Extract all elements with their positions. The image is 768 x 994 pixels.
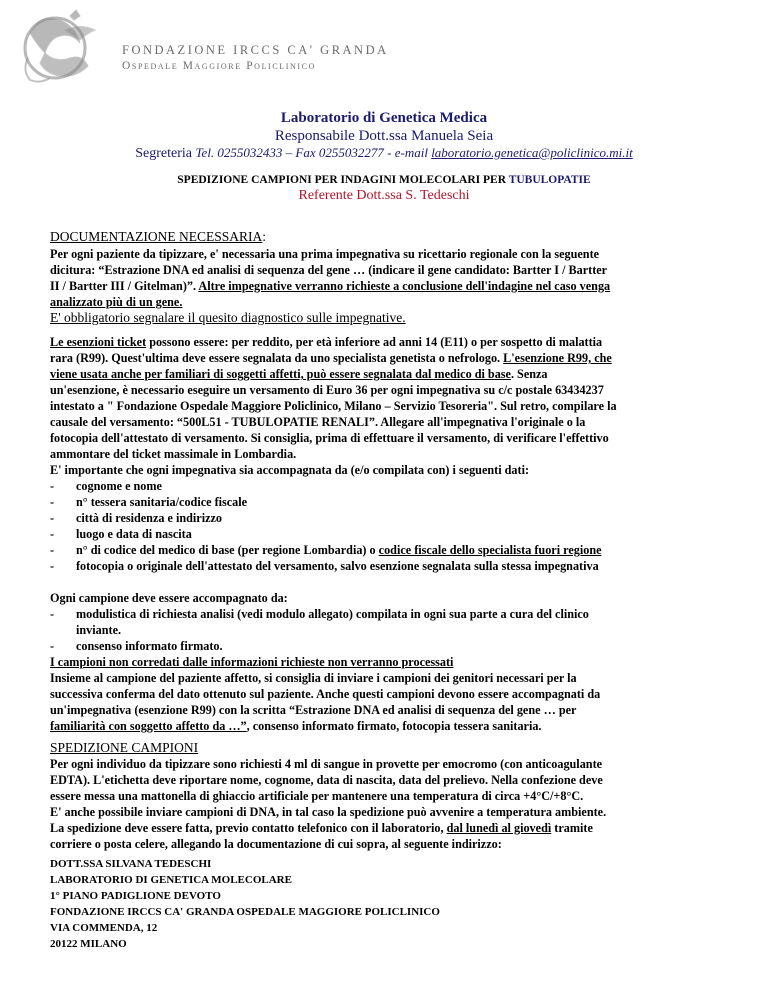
list-item: - n° di codice del medico di base (per regione Lombardia) o codice fiscale dello specialista fuori regione [50,543,602,557]
list-item: - fotocopia o originale dell'attestato del versamento, salvo esenzione segnalata sulla stessa impegnativa [50,559,599,573]
exemptions-line-2: rara (R99). Quest'ultima deve essere segnalata da uno specialista genetista o nefrologo. L'esenzione R99, che [50,351,612,365]
address-line: 1° PIANO PADIGLIONE DEVOTO [50,890,221,902]
lab-title: Laboratorio di Genetica Medica [280,110,488,126]
shipping-line-1: Per ogni individuo da tipizzare sono richiesti 4 ml di sangue in provette per emocromo (con anticoagulante [50,757,603,771]
documentation-heading: DOCUMENTAZIONE NECESSARIA: [50,229,267,244]
exemptions-line-7: fotocopia dell'attestato di versamento. Si consiglia, prima di effettuare il versamento, di verificare l'effettivo [50,431,609,445]
referent: Referente Dott.ssa S. Tedeschi [298,188,470,203]
address-line: LABORATORIO DI GENETICA MOLECOLARE [50,874,292,886]
foundation-logo-icon [10,8,110,88]
secretary-email-link[interactable]: laboratorio.genetica@policlinico.mi.it [431,145,633,160]
diagnostic-question-note: E' obbligatorio segnalare il quesito diagnostico sulle impegnative. [50,310,406,325]
exemptions-line-8: ammontare del ticket massimale in Lombardia. [50,447,297,461]
letterhead [10,8,750,88]
shipping-title-main: SPEDIZIONE CAMPIONI PER INDAGINI MOLECOLARI PER [177,174,509,186]
secretary-contacts: Tel. 0255032433 – Fax 0255032277 - e-mail [195,145,432,160]
doc-line-3: II / Bartter III / Gitelman)”. Altre impegnative verranno richieste a conclusione dell'indagine nel caso venga [50,279,611,293]
parents-line-4: familiarità con soggetto affetto da …”, consenso informato firmato, fotocopia tessera sanitaria. [50,719,542,733]
shipping-title [0,174,768,186]
parents-line-3: un'impegnativa (esenzione R99) con la scritta “Estrazione DNA ed analisi di sequenza del gene … per [50,703,577,717]
exemptions-line-1: Le esenzioni ticket possono essere: per reddito, per età inferiore ad anni 14 (E11) o per sospetto di malattia [50,335,603,349]
address-line: 20122 MILANO [50,938,127,950]
address-line: VIA COMMENDA, 12 [50,922,158,934]
list-item-continuation: inviante. [76,623,122,637]
shipping-title-highlight: TUBULOPATIE [508,174,591,186]
shipping-section [50,740,720,852]
documentation-section [50,229,720,326]
list-item: - n° tessera sanitaria/codice fiscale [50,495,248,509]
list-item: - città di residenza e indirizzo [50,511,222,525]
doc-line-1: Per ogni paziente da tipizzare, e' necessaria una prima impegnativa su ricettario regionale con la seguente [50,247,600,261]
foundation-name: FONDAZIONE IRCCS CA' GRANDA [122,43,389,57]
parents-line-2: successiva conferma del dato ottenuto sul paziente. Anche questi campioni devono essere accompagnati da [50,687,601,701]
shipping-line-3: essere messa una mattonella di ghiaccio artificiale per mantenere una temperatura di circa +4°C/+8°C. [50,789,584,803]
exemptions-line-5: intestato a " Fondazione Ospedale Maggiore Policlinico, Milano – Servizio Tesoreria". Sul retro, compilare la [50,399,617,413]
list-item: - consenso informato firmato. [50,639,223,653]
shipping-heading: SPEDIZIONE CAMPIONI [50,740,199,755]
required-data-intro: E' importante che ogni impegnativa sia accompagnata da (e/o compilata con) i seguenti dati: [50,463,530,477]
hospital-name: Ospedale Maggiore Policlinico [122,60,316,72]
sample-warning: I campioni non corredati dalle informazioni richieste non verranno processati [50,655,454,669]
exemptions-line-6: causale del versamento: “500L51 - TUBULOPATIE RENALI”. Allegare all'impegnativa l'originale o la [50,415,586,429]
shipping-line-5: La spedizione deve essere fatta, previo contatto telefonico con il laboratorio, dal lunedì al giovedì tramite [50,821,593,835]
secretary-label: Segreteria [135,146,196,161]
sample-intro: Ogni campione deve essere accompagnato da: [50,591,288,605]
exemptions-line-3: viene usata anche per familiari di soggetti affetti, può essere segnalata dal medico di base. Senza [50,367,548,381]
address-line: DOTT.SSA SILVANA TEDESCHI [50,858,212,870]
doc-line-4: analizzato più di un gene. [50,295,183,309]
shipping-line-6: corriere o posta celere, allegando la documentazione di cui sopra, al seguente indirizzo: [50,837,502,851]
exemptions-line-4: un'esenzione, è necessario eseguire un versamento di Euro 36 per ogni impegnativa su c/c postale 63434237 [50,383,604,397]
sample-section [50,590,720,670]
doc-line-2: dicitura: “Estrazione DNA ed analisi di sequenza del gene … (indicare il gene candidato: Bartter I / Bartter [50,263,608,277]
lab-responsible: Responsabile Dott.ssa Manuela Seia [274,128,494,144]
list-item: - luogo e data di nascita [50,527,192,541]
required-data-section [50,462,720,574]
shipping-line-2: EDTA). L'etichetta deve riportare nome, cognome, data di nascita, data del prelievo. Nella confezione deve [50,773,603,787]
parents-line-1: Insieme al campione del paziente affetto, si consiglia di inviare i campioni dei genitori necessari per la [50,671,577,685]
lab-secretary [0,145,768,162]
shipping-address [50,856,440,952]
list-item: - modulistica di richiesta analisi (vedi modulo allegato) compilata in ogni sua parte a cura del clinico [50,607,589,621]
shipping-line-4: E' anche possibile inviare campioni di DNA, in tal caso la spedizione può avvenire a temperatura ambiente. [50,805,607,819]
exemptions-section [50,334,720,462]
address-line: FONDAZIONE IRCCS CA' GRANDA OSPEDALE MAGGIORE POLICLINICO [50,906,440,918]
parents-section [50,670,720,734]
list-item: - cognome e nome [50,479,162,493]
